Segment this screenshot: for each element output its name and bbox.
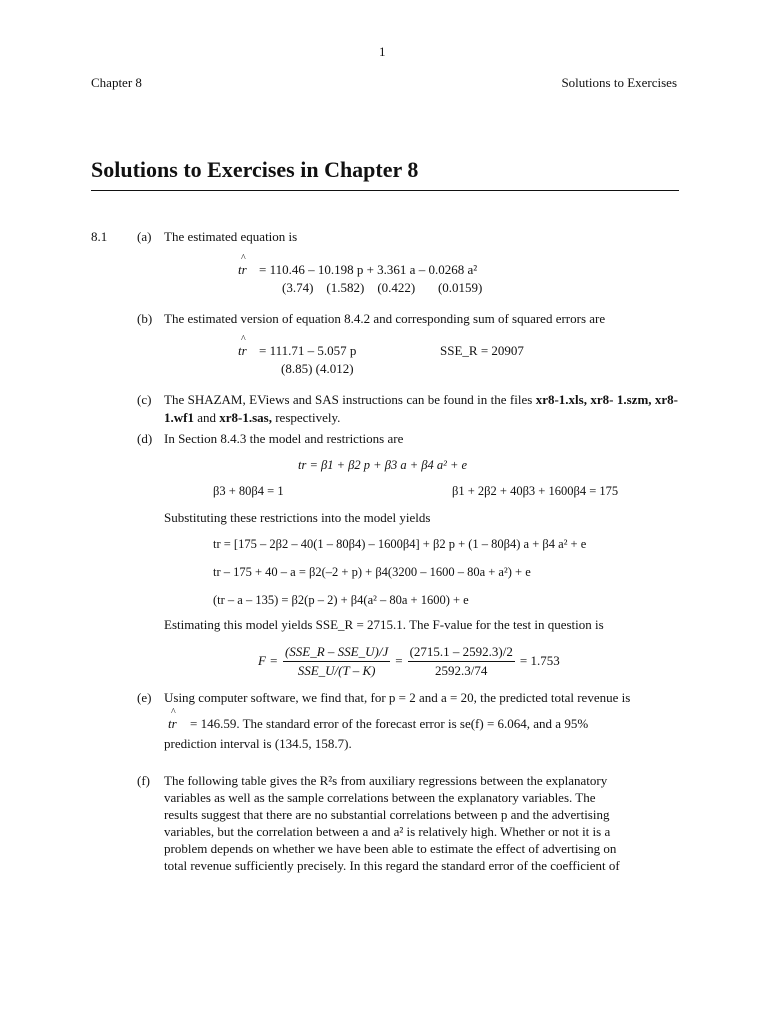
part-d-label: (d) [137, 431, 153, 446]
part-f-line-1: The following table gives the R²s from auxiliary regressions between the explanatory [164, 773, 608, 788]
part-e-line-1: Using computer software, we find that, for p = 2 and a = 20, the predicted total revenue is [164, 690, 631, 705]
part-d-equation-3: (tr – a – 135) = β2(p – 2) + β4(a² – 80a + 1600) + e [213, 593, 469, 607]
page-number: 1 [379, 44, 386, 59]
part-d-substitution-text: Substituting these restrictions into the model yields [164, 510, 431, 525]
part-f-line-5: problem depends on whether we have been able to estimate the effect of advertising on [164, 841, 617, 856]
f-equals: = [395, 653, 403, 668]
part-c-files-3: xr8-1.sas, [219, 409, 272, 425]
exercise-number: 8.1 [91, 229, 108, 244]
f-fraction-2 [408, 644, 515, 679]
part-b-text: The estimated version of equation 8.4.2 and corresponding sum of squared errors are [164, 311, 606, 326]
part-b-label: (b) [137, 311, 153, 326]
part-d-equation-2: tr – 175 + 40 – a = β2(–2 + p) + β4(3200 – 1600 – 80a + a²) + e [213, 565, 531, 579]
part-f-line-6: total revenue sufficiently precisely. In this regard the standard error of the coefficient of [164, 858, 620, 873]
part-c-text-1: The SHAZAM, EViews and SAS instructions can be found in the files [164, 392, 533, 407]
part-a-standard-errors: (3.74) (1.582) (0.422) (0.0159) [282, 280, 483, 295]
part-e-line-3: prediction interval is (134.5, 158.7). [164, 736, 352, 751]
part-d-restriction-2: β1 + 2β2 + 40β3 + 1600β4 = 175 [452, 484, 619, 498]
part-a-equation: = 110.46 – 10.198 p + 3.361 a – 0.0268 a² [259, 262, 478, 277]
part-d-text: In Section 8.4.3 the model and restrictions are [164, 431, 404, 446]
part-e-label: (e) [137, 690, 152, 705]
f-numerator-2: (2715.1 – 2592.3)/2 [408, 644, 515, 662]
part-d-model: tr = β1 + β2 p + β3 a + β4 a² + e [298, 458, 468, 472]
part-c-files-1: xr8-1.xls, xr8- [535, 392, 614, 407]
part-e-line-2: = 146.59. The standard error of the forecast error is se(f) = 6.064, and a 95% [190, 716, 589, 731]
f-result: = 1.753 [519, 653, 560, 668]
f-fraction-1 [283, 644, 390, 679]
part-f-line-2: variables as well as the sample correlations between the explanatory variables. The [164, 790, 596, 805]
header-right: Solutions to Exercises [561, 75, 677, 90]
header-left: Chapter 8 [91, 75, 142, 90]
part-f-line-3: results suggest that there are no substantial correlations between p and the advertising [164, 807, 610, 822]
f-statistic [258, 641, 560, 681]
part-a-label: (a) [137, 229, 152, 244]
part-b-equation: = 111.71 – 5.057 p [259, 343, 357, 358]
page-title: Solutions to Exercises in Chapter 8 [91, 157, 419, 182]
title-rule [91, 190, 679, 191]
part-a-lhs-var: ^ tr [238, 262, 247, 278]
part-c-label: (c) [137, 392, 152, 407]
f-denominator-1: SSE_U/(T – K) [297, 662, 376, 678]
part-b-lhs [238, 343, 247, 359]
part-d-equation-1: tr = [175 – 2β2 – 40(1 – 80β4) – 1600β4] + β2 p + (1 – 80β4) a + β4 a² + e [213, 537, 587, 551]
part-c-and: and [197, 409, 216, 425]
part-f-line-4: variables, but the correlation between a and a² is relatively high. Whether or not it is a [164, 824, 611, 839]
part-c-files-2: 1.szm, xr8-1.wf1 [164, 392, 679, 425]
f-numerator-1: (SSE_R – SSE_U)/J [283, 644, 390, 662]
part-f-label: (f) [137, 773, 150, 788]
part-c-paragraph [164, 391, 678, 426]
part-d-estimating-text: Estimating this model yields SSE_R = 2715.1. The F-value for the test in question is [164, 617, 604, 632]
f-denominator-2: 2592.3/74 [435, 662, 488, 678]
part-b-standard-errors: (8.85) (4.012) [281, 361, 354, 376]
part-a-text: The estimated equation is [164, 229, 298, 244]
f-lhs: F = [258, 653, 278, 668]
part-e-lhs [168, 716, 177, 732]
part-d-restriction-1: β3 + 80β4 = 1 [213, 484, 284, 498]
part-b-sse: SSE_R = 20907 [440, 343, 524, 358]
part-a-lhs [238, 262, 247, 278]
part-c-text-2: respectively. [275, 409, 341, 425]
part-e-lhs-var: ^ tr [168, 716, 177, 732]
part-b-lhs-var: ^ tr [238, 343, 247, 359]
